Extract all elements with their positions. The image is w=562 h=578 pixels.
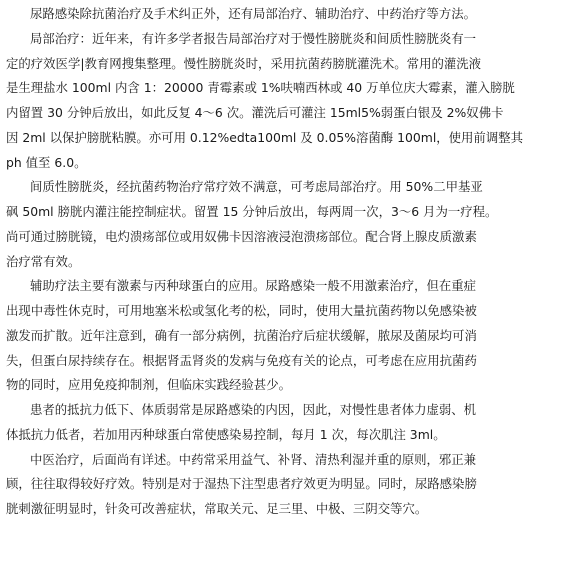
text-line: 体抵抗力低者，若加用丙种球蛋白常使感染易控制，每月 1 次，每次肌注 3ml。 xyxy=(6,426,446,442)
text-line: 因 2ml 以保护膀胱粘膜。亦可用 0.12%edta100ml 及 0.05%溶菌酶 100ml，使用前调整其 xyxy=(6,129,523,145)
text-line: 是生理盐水 100ml 内含 1：20000 青霉素或 1%呋喃西林或 40 万单位庆大霉素，灌入膀胱 xyxy=(6,80,515,96)
text-line: 尿路感染除抗菌治疗及手术纠正外，还有局部治疗、辅助治疗、中药治疗等方法。 xyxy=(30,6,477,21)
text-line: 失，但蛋白尿持续存在。根据肾盂肾炎的发病与免疫有关的论点，可考虑在应用抗菌药 xyxy=(6,352,477,368)
text-line: 辅助疗法主要有激素与丙种球蛋白的应用。尿路感染一般不用激素治疗，但在重症 xyxy=(30,278,477,294)
text-line: 顾，往往取得较好疗效。特别是对于湿热下注型患者疗效更为明显。同时，尿路感染膀 xyxy=(6,476,477,492)
text-line: 出现中毒性休克时，可用地塞米松或氢化考的松，同时，使用大量抗菌药物以免感染被 xyxy=(6,303,477,318)
text-line: ph 值至 6.0。 xyxy=(6,154,87,170)
text-line: 局部治疗：近年来，有许多学者报告局部治疗对于慢性膀胱炎和间质性膀胱炎有一 xyxy=(30,30,477,46)
text-line: 砜 50ml 膀胱内灌注能控制症状。留置 15 分钟后放出，每两周一次，3～6 月为一疗程。 xyxy=(6,204,498,219)
text-line: 尚可通过膀胱镜，电灼溃疡部位或用奴佛卡因溶液浸泡溃疡部位。配合肾上腺皮质激素 xyxy=(6,228,477,244)
document-body xyxy=(6,2,556,522)
text-line: 激发而扩散。近年注意到，确有一部分病例，抗菌治疗后症状缓解，脓尿及菌尿均可消 xyxy=(6,327,477,343)
text-line: 中医治疗，后面尚有详述。中药常采用益气、补肾、清热利湿并重的原则，邪正兼 xyxy=(30,451,477,467)
text-line: 胱刺激征明显时，针灸可改善症状，常取关元、足三里、中极、三阴交等穴。 xyxy=(6,501,428,516)
text-line: 内留置 30 分钟后放出，如此反复 4～6 次。灌洗后可灌注 15ml5%弱蛋白银及 2%奴佛卡 xyxy=(6,105,504,120)
text-line: 间质性膀胱炎，经抗菌药物治疗常疗效不满意，可考虑局部治疗。用 50%二甲基亚 xyxy=(30,179,483,195)
text-line: 物的同时，应用免疫抑制剂，但临床实践经验甚少。 xyxy=(6,377,291,393)
text-line: 患者的抵抗力低下、体质弱常是尿路感染的内因，因此，对慢性患者体力虚弱、机 xyxy=(30,402,477,417)
text-line: 定的疗效医学|教育网搜集整理。慢性膀胱炎时，采用抗菌药膀胱灌洗术。常用的灌洗液 xyxy=(6,55,482,71)
text-line: 治疗常有效。 xyxy=(6,253,81,269)
